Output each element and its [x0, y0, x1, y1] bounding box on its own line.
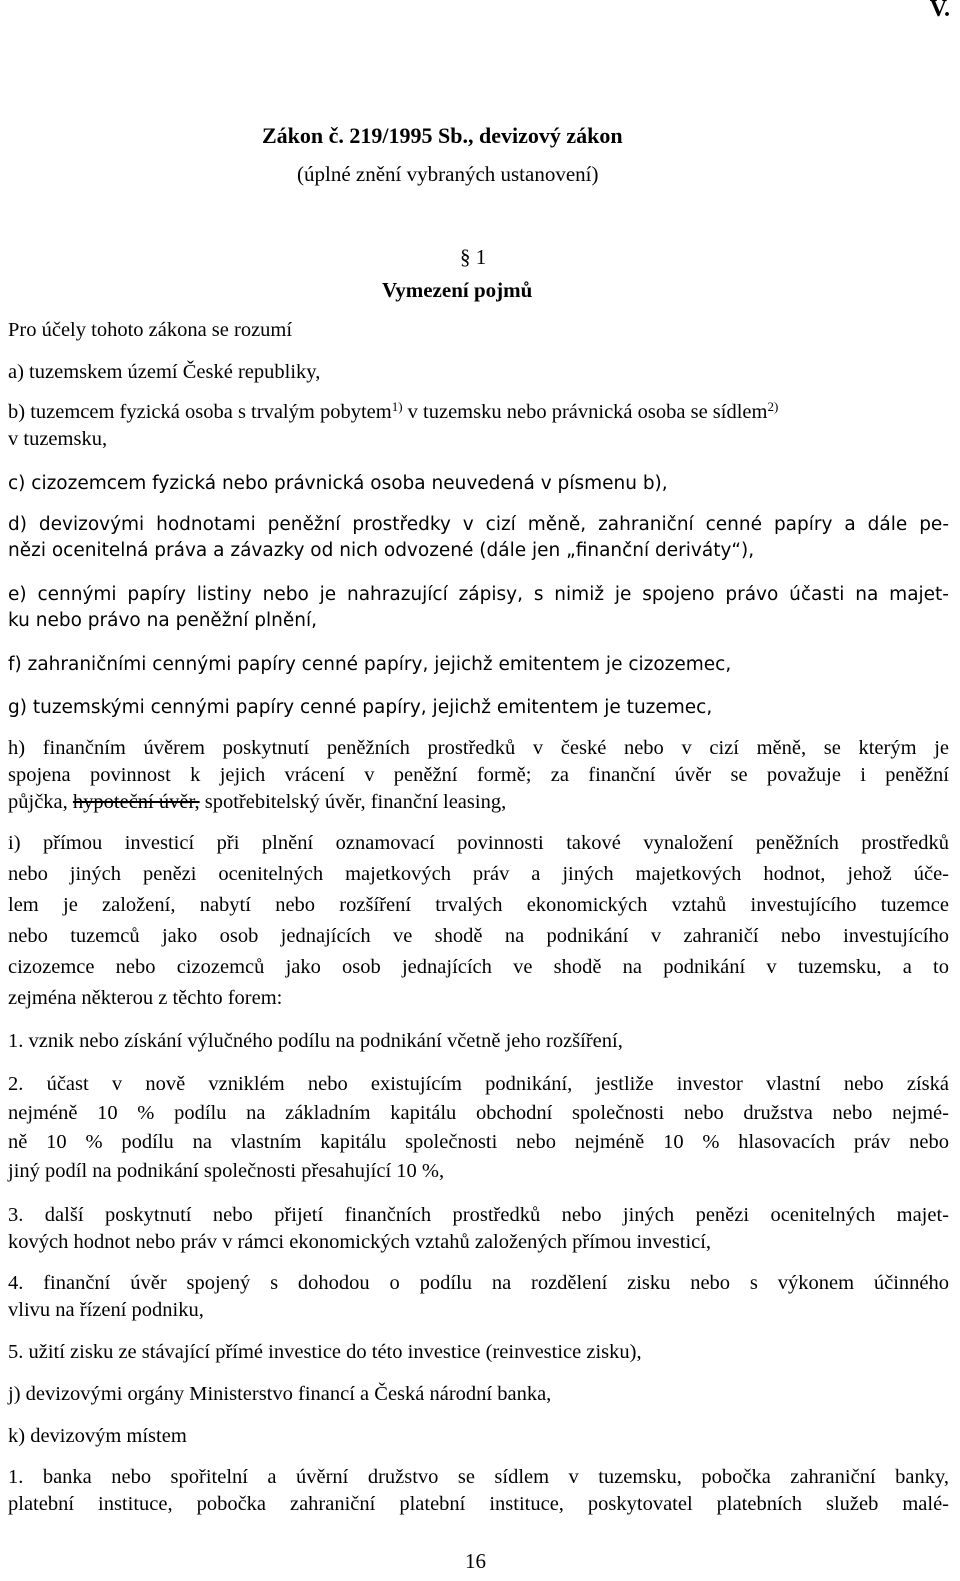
item-i-sub-1: 1. vznik nebo získání výlučného podílu na podnikání včetně jeho rozšíření,: [8, 1030, 623, 1052]
item-d-line-1: d) devizovými hodnotami peněžní prostředky v cizí měně, zahraniční cenné papíry a dále pe-: [8, 514, 949, 535]
item-c: c) cizozemcem fyzická nebo právnická osoba neuvedená v písmenu b),: [8, 473, 668, 494]
item-k-sub-1-line-2: platební instituce, pobočka zahraniční platební instituce, poskytovatel platebních služeb malé-: [8, 1493, 949, 1515]
item-h-line-3: [8, 789, 506, 815]
item-e-line-2: ku nebo právo na peněžní plnění,: [8, 610, 317, 631]
item-b: [8, 399, 949, 453]
item-k-sub-1-line-1: 1. banka nebo spořitelní a úvěrní družstvo se sídlem v tuzemsku, pobočka zahraniční banky,: [8, 1466, 949, 1488]
item-i-sub-2-line-1: 2. účast v nově vzniklém nebo existujícím podnikání, jestliže investor vlastní nebo získá: [8, 1073, 949, 1095]
item-b-text-3: v tuzemsku,: [8, 428, 108, 450]
item-k: k) devizovým místem: [8, 1425, 187, 1447]
item-i-line-1: i) přímou investicí při plnění oznamovací povinnosti takové vynaložení peněžních prostředků: [8, 832, 949, 854]
item-i-sub-2-line-2: nejméně 10 % podílu na základním kapitálu obchodní společnosti nebo družstva nebo nejmé-: [8, 1102, 949, 1124]
item-a: a) tuzemskem území České republiky,: [8, 361, 321, 383]
item-i-line-6: zejména některou z těchto forem:: [8, 987, 283, 1009]
chapter-marker: V.: [929, 0, 950, 22]
item-i-sub-3-line-2: kových hodnot nebo práv v rámci ekonomických vztahů založených přímou investicí,: [8, 1231, 712, 1253]
section-title: Vymezení pojmů: [382, 278, 533, 302]
item-i-sub-4-line-2: vlivu na řízení podniku,: [8, 1299, 204, 1321]
item-i-line-3: lem je založení, nabytí nebo rozšíření trvalých ekonomických vztahů investujícího tuzemce: [8, 894, 949, 916]
item-i-line-4: nebo tuzemců jako osob jednajících ve shodě na podnikání v zahraničí nebo investujícího: [8, 925, 949, 947]
item-f: f) zahraničními cennými papíry cenné papíry, jejichž emitentem je cizozemec,: [8, 654, 732, 675]
item-h-line-1: h) finančním úvěrem poskytnutí peněžních prostředků v české nebo v cizí měně, se kterým je: [8, 737, 949, 759]
item-i-sub-2-line-3: ně 10 % podílu na vlastním kapitálu společnosti nebo nejméně 10 % hlasovacích práv nebo: [8, 1131, 949, 1153]
footnote-ref-2: 2): [767, 399, 779, 414]
item-e-line-1: e) cennými papíry listiny nebo je nahrazující zápisy, s nimiž je spojeno právo účasti na majet-: [8, 584, 949, 605]
item-i-sub-5: 5. užití zisku ze stávající přímé investice do této investice (reinvestice zisku),: [8, 1341, 642, 1363]
item-d-line-2: nězi ocenitelná práva a závazky od nich odvozené (dále jen „finanční deriváty“),: [8, 540, 755, 561]
item-j: j) devizovými orgány Ministerstvo financí a Česká národní banka,: [8, 1383, 552, 1405]
item-i-line-5: cizozemce nebo cizozemců jako osob jednajících ve shodě na podnikání v tuzemsku, a to: [8, 956, 949, 978]
struck-text: hypoteční úvěr,: [72, 791, 200, 813]
item-i-sub-3-line-1: 3. další poskytnutí nebo přijetí finančních prostředků nebo jiných penězi ocenitelných majet-: [8, 1204, 949, 1226]
item-i-line-2: nebo jiných penězi ocenitelných majetkových práv a jiných majetkových hodnot, jehož úče-: [8, 863, 949, 885]
item-b-text-1: b) tuzemcem fyzická osoba s trvalým pobytem: [8, 401, 392, 423]
page-number: 16: [465, 1549, 486, 1573]
document-subtitle: (úplné znění vybraných ustanovení): [297, 162, 599, 186]
item-g: g) tuzemskými cennými papíry cenné papíry, jejichž emitentem je tuzemec,: [8, 697, 713, 718]
title-law-number: Zákon č. 219/1995 Sb.: [262, 123, 468, 148]
item-i-sub-4-line-1: 4. finanční úvěr spojený s dohodou o podílu na rozdělení zisku nebo s výkonem účinného: [8, 1272, 949, 1294]
document-title: [262, 123, 623, 149]
title-law-name: , devizový zákon: [468, 123, 623, 148]
item-i-sub-2-line-4: jiný podíl na podnikání společnosti přesahující 10 %,: [8, 1160, 445, 1182]
section-mark: § 1: [460, 245, 487, 269]
item-b-text-2: v tuzemsku nebo právnická osoba se sídlem: [402, 401, 768, 423]
item-h-line-2: spojena povinnost k jejich vrácení v peněžní formě; za finanční úvěr se považuje i peněžní: [8, 764, 949, 786]
item-h-text-b: spotřebitelský úvěr, finanční leasing,: [199, 791, 507, 813]
intro-text: Pro účely tohoto zákona se rozumí: [8, 319, 293, 341]
footnote-ref-1: 1): [391, 399, 403, 414]
item-h-text-a: půjčka,: [8, 791, 73, 813]
